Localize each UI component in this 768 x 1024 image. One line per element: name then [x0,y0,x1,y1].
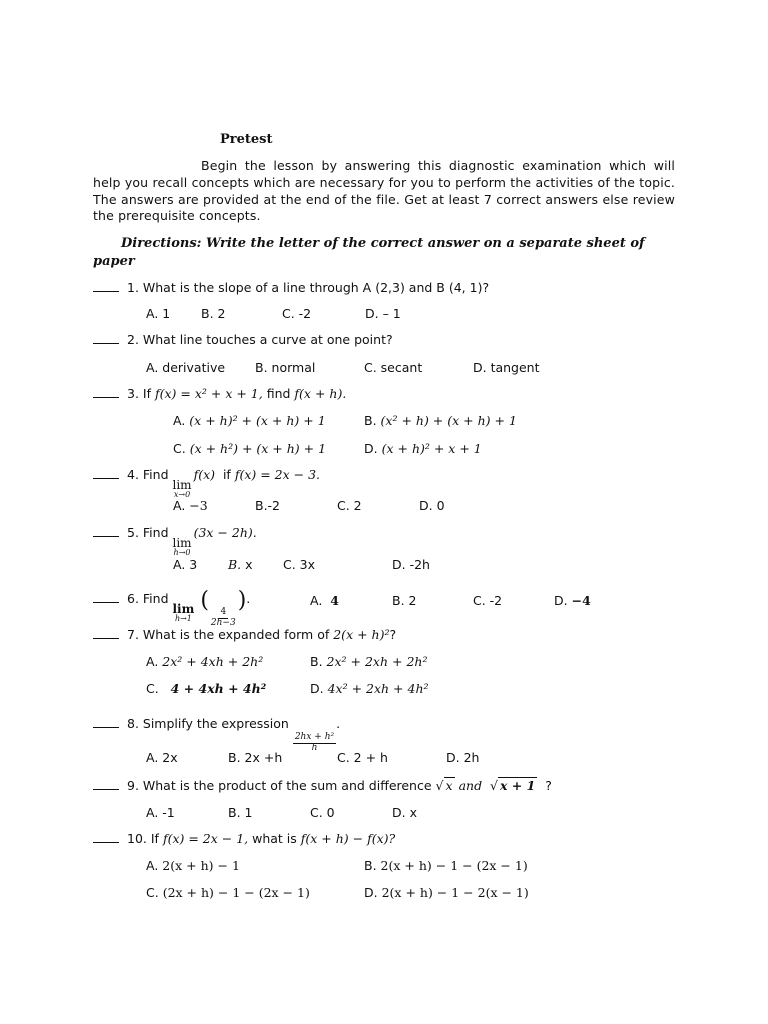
square-root-2: √ x + 1 [490,778,536,793]
option-a: A. -1 [146,805,175,820]
option-value: (x² + h) + (x + h) + 1 [380,413,517,428]
option-label: C. [146,885,159,900]
fraction-numerator: 4 [220,607,227,617]
question-1 [93,280,489,295]
question-text: 2. What line touches a curve at one point? [127,332,393,347]
option-d [364,441,482,456]
option-d: D. -2h [392,557,430,572]
option-value: (x + h)² + x + 1 [381,441,482,456]
function-definition: f(x) = 2x − 3. [234,467,321,482]
option-value: (2x + h) − 1 − (2x − 1) [162,885,310,900]
question-word: and [458,778,483,793]
option-label: A. [310,593,323,608]
option-b: B.-2 [255,498,281,513]
option-b: B. 2 [201,306,226,321]
directions-text: Directions: Write the letter of the correct answer on a separate sheet of paper [93,236,645,269]
option-a [173,498,208,513]
limit-word: lim [172,536,192,550]
option-label: A. [146,654,159,669]
option-label: B. [364,858,377,873]
option-value: −4 [571,593,591,608]
punctuation: ? [545,778,552,793]
option-c: C. -2 [282,306,312,321]
limit-operator [173,603,195,623]
option-b [310,654,427,669]
question-prefix: 5. Find [127,525,169,540]
option-label: A. [146,858,159,873]
target-expression: f(x + h) − f(x)? [300,831,396,846]
option-d: D. x [392,805,417,820]
option-b: B. 1 [228,805,253,820]
question-text: 1. What is the slope of a line through A (2,3) and B (4, 1)? [127,280,490,295]
option-a: A. 2x [146,750,178,765]
option-label: B. [310,654,323,669]
option-value: 2x² + 4xh + 2h² [162,654,264,669]
option-b: B. 2x +h [228,750,283,765]
answer-blank[interactable] [93,779,119,790]
option-value: 4 + 4xh + 4h² [170,681,267,696]
option-c: C. secant [364,360,423,375]
question-word: if [222,467,231,482]
option-c: C. -2 [473,593,503,608]
question-prefix: 3. If [127,386,151,401]
intro-paragraph: Begin the lesson by answering this diagnostic examination which will help you recall concepts which are necessary for you to perform the activities of the topic. The answers are provided at the end of the file. Get at least 7 correct answers else review the prerequisite concepts. [93,158,675,224]
option-c [146,885,310,900]
option-value: 4x² + 2xh + 4h² [327,681,429,696]
option-c: C. 2 + h [337,750,388,765]
target-expression: f(x + h). [294,386,347,401]
option-c: C. 2 [337,498,362,513]
question-prefix: 9. What is the product of the sum and difference [127,778,432,793]
answer-blank[interactable] [93,468,119,479]
option-c [146,681,266,696]
option-d [310,681,429,696]
option-label: D. [310,681,324,696]
punctuation: ? [389,627,397,642]
limit-subscript: x→0 [173,490,191,499]
option-b [228,557,253,572]
option-b: B. 2 [392,593,417,608]
option-label: D. [364,885,378,900]
punctuation: . [246,591,251,606]
limit-subscript: h→1 [174,614,192,623]
option-b: B. normal [255,360,316,375]
option-label: C. [173,441,186,456]
fraction [293,733,336,754]
function-definition: f(x) = 2x − 1, [162,831,249,846]
option-label: B. [228,557,242,572]
option-label: A. [173,498,186,513]
question-prefix: 8. Simplify the expression [127,716,289,731]
answer-blank[interactable] [93,526,119,537]
limit-expression: (3x − 2h). [193,525,257,540]
answer-blank[interactable] [93,717,119,728]
option-value: 2(x + h) − 1 [162,858,240,873]
option-value: 2(x + h) − 1 − 2(x − 1) [381,885,529,900]
option-d: D. – 1 [365,306,401,321]
option-a: A. derivative [146,360,226,375]
option-d [364,885,529,900]
option-b [364,413,517,428]
limit-subscript: h→0 [173,548,191,557]
option-value: (x + h)² + (x + h) + 1 [189,413,326,428]
radicand: x + 1 [500,778,536,793]
fraction-numerator: 2hx + h² [294,732,335,742]
option-a [146,858,240,873]
limit-operator [173,537,192,557]
option-a [173,413,326,428]
option-value: (x + h²) + (x + h) + 1 [189,441,327,456]
answer-blank[interactable] [93,832,119,843]
option-d: D. tangent [473,360,540,375]
function-definition: f(x) = x² + x + 1, [154,386,263,401]
fraction [209,608,238,629]
option-label: C. [146,681,159,696]
option-d [554,593,591,608]
question-word: what is [252,831,297,846]
question-prefix: 6. Find [127,591,169,606]
question-prefix: 7. What is the expanded form of [127,627,330,642]
question-5 [93,525,257,557]
option-value: −3 [189,498,208,513]
option-label: B. [364,413,377,428]
punctuation: . [336,716,341,731]
option-label: D. [364,441,378,456]
question-9 [93,778,552,793]
limit-expression: f(x) [193,467,215,482]
fraction-denominator: h [311,742,318,753]
question-3 [93,386,346,401]
answer-blank[interactable] [93,387,119,398]
option-b [364,858,528,873]
option-a [310,593,339,608]
fraction-denominator: 2h−3 [210,617,236,628]
option-label: A. [173,413,186,428]
close-paren: ) [237,588,247,613]
question-7 [93,627,396,642]
option-c [173,441,326,456]
option-value: 2(x + h) − 1 − (2x − 1) [380,858,528,873]
question-word: find [266,386,291,401]
question-2 [93,332,393,347]
question-10 [93,831,395,846]
question-prefix: 10. If [127,831,159,846]
option-d: D. 2h [446,750,480,765]
question-prefix: 4. Find [127,467,169,482]
square-root-1: √ x [435,778,453,793]
option-c: C. 3x [283,557,316,572]
option-value: 2x² + 2xh + 2h² [326,654,428,669]
radicand: x [445,778,453,793]
question-4 [93,467,320,499]
option-value: x [245,557,253,572]
option-c: C. 0 [310,805,335,820]
limit-word: lim [172,602,195,616]
option-a: A. 3 [173,557,198,572]
answer-blank[interactable] [93,592,119,603]
question-6 [93,588,250,629]
question-8 [93,716,340,754]
open-paren: ( [200,588,209,613]
option-label: D. [554,593,568,608]
limit-word: lim [172,478,192,492]
limit-operator [173,479,192,499]
answer-blank[interactable] [93,333,119,344]
option-value: 4 [330,593,339,608]
answer-blank[interactable] [93,628,119,639]
option-d: D. 0 [419,498,445,513]
option-a: A. 1 [146,306,171,321]
page-title: Pretest [220,132,273,147]
option-a [146,654,263,669]
answer-blank[interactable] [93,281,119,292]
target-expression: 2(x + h)² [333,627,390,642]
